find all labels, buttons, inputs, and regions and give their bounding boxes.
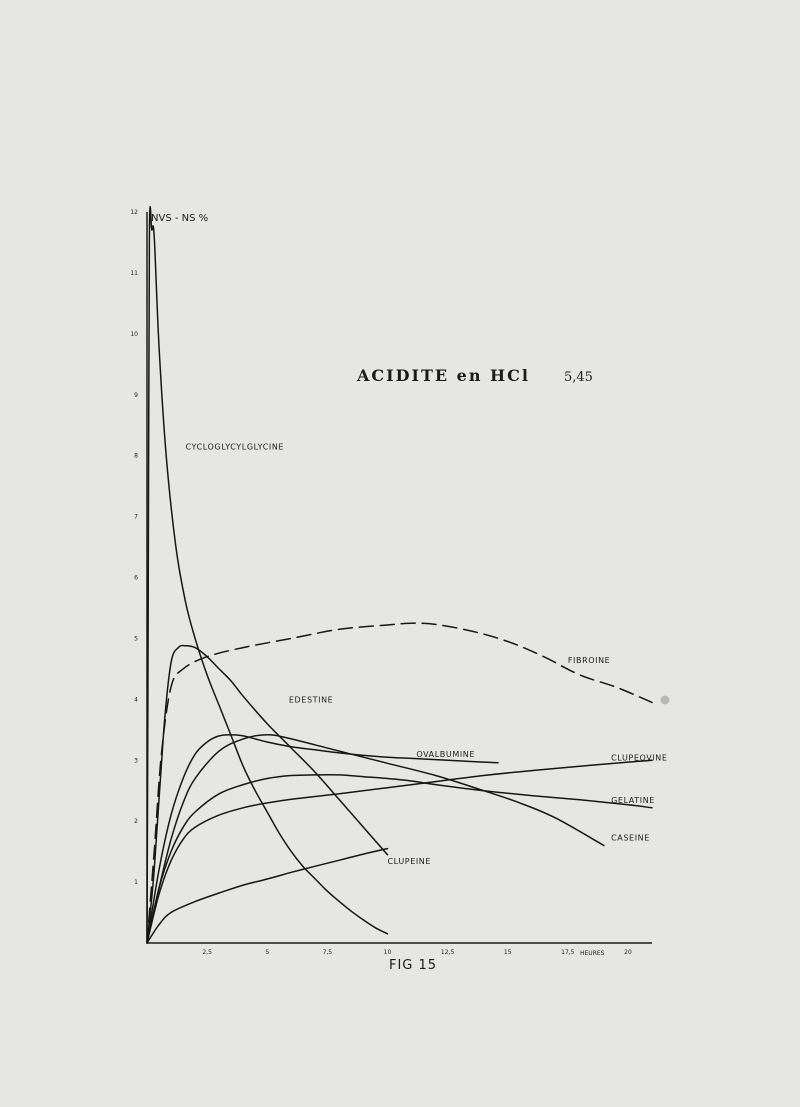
curve-labels-group [185, 443, 667, 866]
y-tick-label: 12 [130, 209, 138, 216]
y-tick-label: 4 [134, 696, 138, 704]
chart-title: ACIDITE en HCl [357, 366, 530, 385]
y-tick-label: 3 [134, 757, 138, 765]
x-tick-label: 2,5 [202, 949, 212, 956]
series-label-gelatine: GELATINE [611, 795, 655, 805]
series-line-clupeine [147, 849, 388, 943]
axes-group [147, 212, 652, 943]
series-label-edestine: EDESTINE [288, 695, 334, 705]
figure-label: FIG 15 [389, 958, 438, 973]
x-tick-label: 5 [265, 949, 270, 956]
series-label-caseine: CASEINE [611, 833, 650, 843]
y-tick-label: 1 [134, 879, 138, 887]
chart-title-value: 5,45 [564, 370, 593, 385]
series-label-clupeine: CLUPEINE [387, 856, 432, 866]
x-tick-label: 7,5 [322, 949, 333, 956]
series-label-clupeovine: CLUPEOVINE [611, 753, 668, 763]
series-label-fibroine: FIBROINE [567, 655, 611, 665]
curves-group [147, 207, 652, 943]
x-tick-label: 10 [383, 949, 392, 956]
x-axis-label: HEURES [580, 950, 605, 957]
x-tick-label: 20 [624, 949, 632, 956]
series-line-cycloglycylglycine [147, 207, 388, 943]
ink-spot [661, 696, 670, 705]
ticks-group [130, 209, 632, 956]
y-tick-label: 7 [134, 513, 138, 521]
series-line-clupeovine [147, 760, 652, 943]
series-label-ovalbumine: OVALBUMINE [416, 750, 476, 760]
x-tick-label: 15 [503, 949, 512, 956]
y-axis-label: NVS - NS % [151, 213, 209, 224]
series-label-cycloglycylglycine: CYCLOGLYCYLGLYCINE [185, 442, 285, 452]
y-tick-label: 11 [130, 269, 138, 277]
x-tick-label: 17,5 [561, 949, 575, 956]
y-tick-label: 5 [134, 635, 138, 643]
y-tick-label: 8 [134, 452, 138, 460]
series-line-fibroine [147, 623, 652, 943]
x-tick-label: 12,5 [440, 949, 455, 956]
y-tick-label: 9 [134, 391, 138, 399]
series-line-ovalbumine [147, 735, 498, 943]
series-line-edestine [147, 646, 388, 943]
y-tick-label: 10 [130, 330, 138, 338]
y-tick-label: 6 [134, 574, 138, 582]
series-line-caseine [147, 735, 604, 943]
y-tick-label: 2 [134, 818, 138, 826]
